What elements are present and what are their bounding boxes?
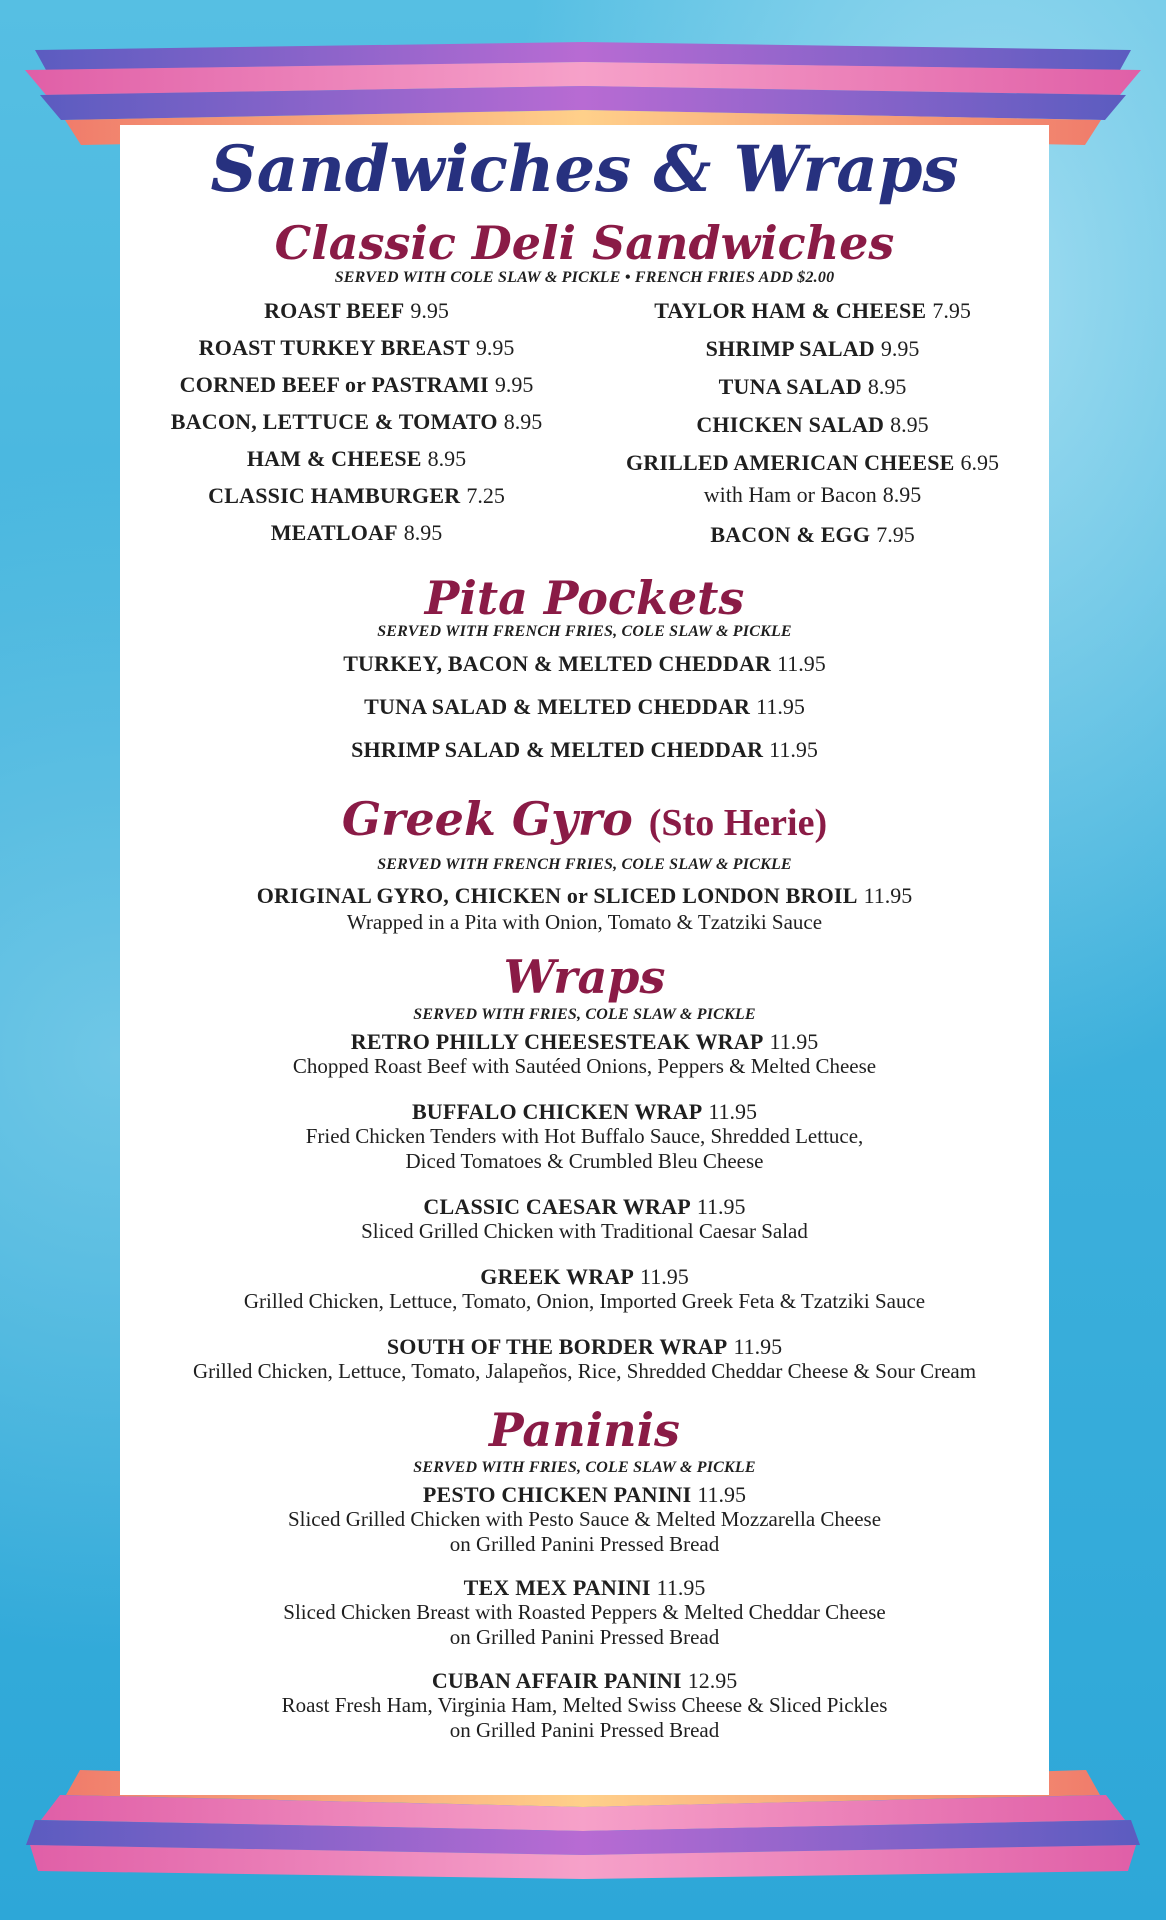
- menu-item: SOUTH OF THE BORDER WRAP 11.95 Grilled Chicken, Lettuce, Tomato, Jalapeños, Rice, Shredded Cheddar Cheese & Sour Cream: [120, 1334, 1049, 1384]
- wraps-note: SERVED WITH FRIES, COLE SLAW & PICKLE: [413, 1006, 756, 1023]
- menu-item: CORNED BEEF or PASTRAMI 9.95: [179, 372, 534, 397]
- menu-item: CUBAN AFFAIR PANINI 12.95 Roast Fresh Ham, Virginia Ham, Melted Swiss Cheese & Sliced Pickles on Grilled Panini Pressed Bread: [120, 1668, 1049, 1743]
- menu-item: ROAST TURKEY BREAST 9.95: [198, 335, 515, 360]
- menu-item: MEATLOAF 8.95: [270, 520, 443, 545]
- menu-item: SHRIMP SALAD 9.95: [705, 336, 920, 361]
- menu-item: TUNA SALAD & MELTED CHEDDAR 11.95: [364, 694, 805, 719]
- menu-item: PESTO CHICKEN PANINI 11.95 Sliced Grilled Chicken with Pesto Sauce & Melted Mozzarella Cheese on Grilled Panini Pressed Bread: [120, 1482, 1049, 1557]
- menu-item: ORIGINAL GYRO, CHICKEN or SLICED LONDON BROIL 11.95: [256, 883, 913, 908]
- deli-right-column: [593, 292, 1033, 554]
- menu-item-description: Fried Chicken Tenders with Hot Buffalo Sauce, Shredded Lettuce,: [305, 1124, 864, 1148]
- gyro-title: [120, 791, 1049, 851]
- menu-item-description: on Grilled Panini Pressed Bread: [449, 1625, 720, 1649]
- paninis-note: SERVED WITH FRIES, COLE SLAW & PICKLE: [413, 1459, 756, 1476]
- menu-item: RETRO PHILLY CHEESESTEAK WRAP 11.95 Chopped Roast Beef with Sautéed Onions, Peppers & Melted Cheese: [120, 1029, 1049, 1079]
- menu-item: BACON & EGG 7.95: [710, 522, 915, 547]
- menu-item-description: Grilled Chicken, Lettuce, Tomato, Jalapeños, Rice, Shredded Cheddar Cheese & Sour Cream: [192, 1359, 977, 1383]
- menu-item: BACON, LETTUCE & TOMATO 8.95: [170, 409, 543, 434]
- deli-columns: [120, 292, 1049, 554]
- menu-item: HAM & CHEESE 8.95: [246, 446, 467, 471]
- menu-item: TEX MEX PANINI 11.95 Sliced Chicken Breast with Roasted Peppers & Melted Cheddar Cheese on Grilled Panini Pressed Bread: [120, 1575, 1049, 1650]
- deli-left-column: [137, 292, 577, 554]
- menu-item-description: on Grilled Panini Pressed Bread: [449, 1718, 720, 1742]
- paninis-section: [120, 1404, 1049, 1743]
- gyro-title-sub: (Sto Herie): [648, 802, 828, 844]
- menu-item-description: Sliced Chicken Breast with Roasted Peppers & Melted Cheddar Cheese: [283, 1600, 886, 1624]
- menu-item-description: Roast Fresh Ham, Virginia Ham, Melted Swiss Cheese & Sliced Pickles: [281, 1693, 888, 1717]
- menu-item-description: Diced Tomatoes & Crumbled Bleu Cheese: [405, 1149, 764, 1173]
- menu-item-description: Sliced Grilled Chicken with Traditional Caesar Salad: [361, 1219, 808, 1243]
- menu-item: SHRIMP SALAD & MELTED CHEDDAR 11.95: [351, 737, 818, 762]
- menu-item: BUFFALO CHICKEN WRAP 11.95 Fried Chicken Tenders with Hot Buffalo Sauce, Shredded Lettuce, Diced Tomatoes & Crumbled Bleu Cheese: [120, 1099, 1049, 1174]
- pita-note: SERVED WITH FRENCH FRIES, COLE SLAW & PICKLE: [377, 623, 792, 640]
- deli-title: Classic Deli Sandwiches: [274, 216, 895, 270]
- deli-note: SERVED WITH COLE SLAW & PICKLE • FRENCH FRIES ADD $2.00: [334, 269, 835, 286]
- menu-item-description: Wrapped in a Pita with Onion, Tomato & Tzatziki Sauce: [346, 910, 823, 934]
- gyro-title-main: Greek Gyro: [341, 792, 633, 846]
- menu-item-option: with Ham or Bacon 8.95: [703, 482, 922, 507]
- wraps-section: [120, 949, 1049, 1384]
- menu-item: GRILLED AMERICAN CHEESE 6.95: [625, 450, 1000, 475]
- deli-section: [120, 218, 1049, 554]
- pita-title: Pita Pockets: [424, 571, 745, 625]
- wraps-title: Wraps: [503, 950, 666, 1004]
- menu-item: TAYLOR HAM & CHEESE 7.95: [654, 298, 971, 323]
- menu-item: GREEK WRAP 11.95 Grilled Chicken, Lettuce, Tomato, Onion, Imported Greek Feta & Tzatziki Sauce: [120, 1264, 1049, 1314]
- menu-item-description: on Grilled Panini Pressed Bread: [449, 1532, 720, 1556]
- menu-item: TURKEY, BACON & MELTED CHEDDAR 11.95: [343, 651, 826, 676]
- menu-item-description: Sliced Grilled Chicken with Pesto Sauce & Melted Mozzarella Cheese: [287, 1507, 882, 1531]
- menu-item: TUNA SALAD 8.95: [718, 374, 907, 399]
- pita-section: [120, 571, 1049, 771]
- gyro-section: [120, 791, 1049, 935]
- menu-item-description: Grilled Chicken, Lettuce, Tomato, Onion, Imported Greek Feta & Tzatziki Sauce: [243, 1289, 926, 1313]
- page-title: Sandwiches & Wraps: [210, 132, 959, 207]
- menu-item: ROAST BEEF 9.95: [264, 298, 449, 323]
- menu-item: CHICKEN SALAD 8.95: [696, 412, 929, 437]
- gyro-note: SERVED WITH FRENCH FRIES, COLE SLAW & PICKLE: [377, 856, 792, 873]
- paninis-title: Paninis: [489, 1403, 680, 1457]
- menu-item: CLASSIC CAESAR WRAP 11.95 Sliced Grilled Chicken with Traditional Caesar Salad: [120, 1194, 1049, 1244]
- menu-item: CLASSIC HAMBURGER 7.25: [208, 483, 505, 508]
- menu-content: [120, 130, 1049, 1743]
- menu-item-description: Chopped Roast Beef with Sautéed Onions, Peppers & Melted Cheese: [292, 1054, 877, 1078]
